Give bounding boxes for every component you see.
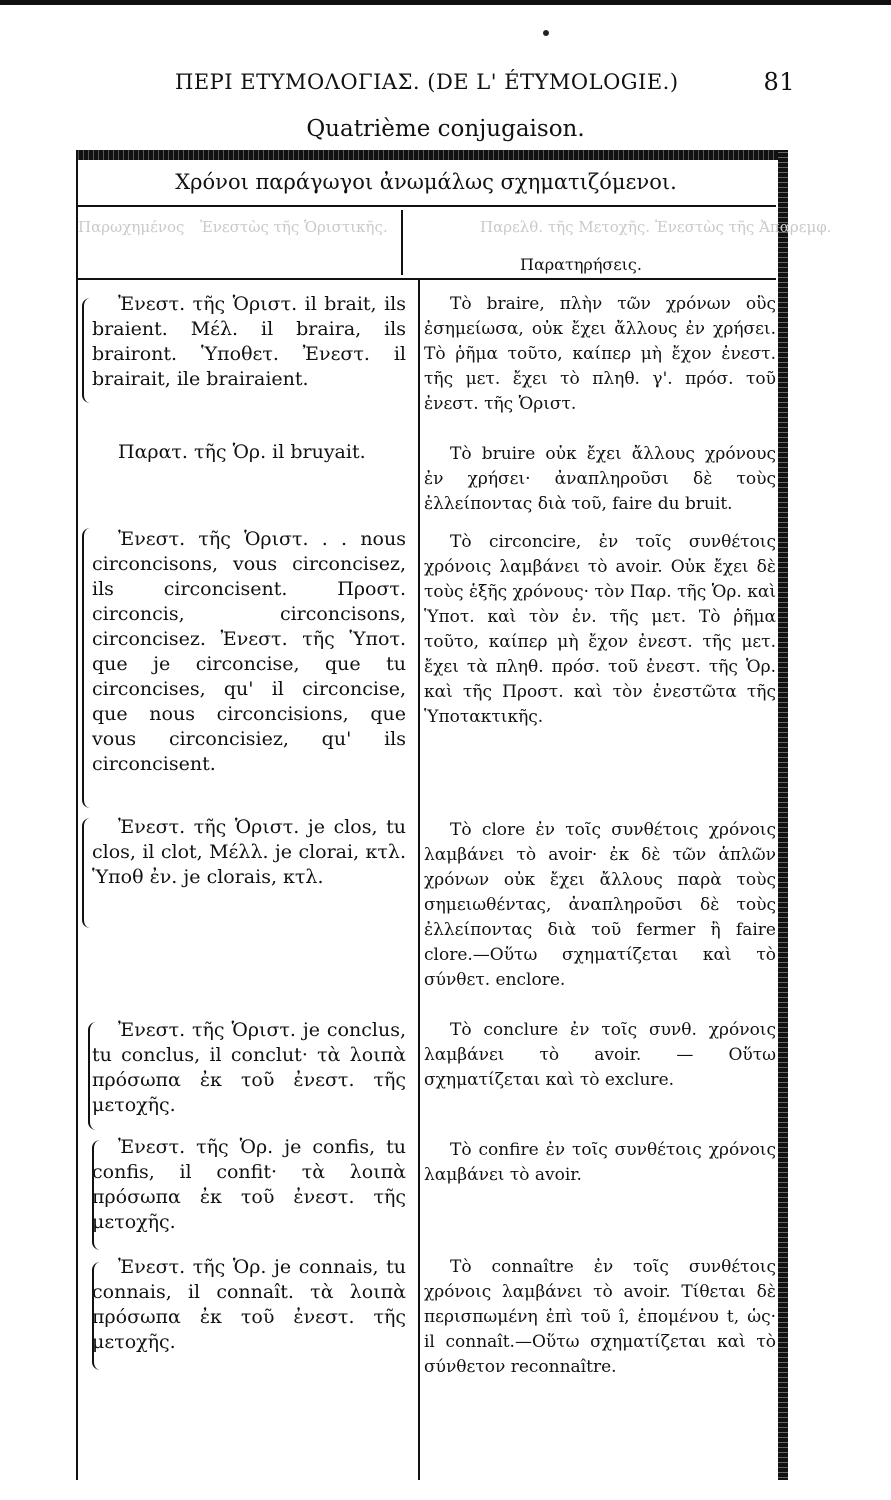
row-4-remark: Τὸ clore ἐν τοῖς συνθέτοις χρόνοις λαμβάνει τὸ avoir· ἐκ δὲ τῶν ἁπλῶν χρόνων οὐκ ἔχει ἄλλους παρὰ τοὺς σημειωθέντας, ἀναπληροῦσι δὲ τοὺς ἐλλείποντας διὰ τοῦ fermer ἢ faire clore.—Οὕτω σχηματίζεται καὶ τὸ σύνθετ. enclore. (424, 820, 776, 990)
row-3-forms: Ἐνεστ. τῆς Ὁριστ. . . nous circoncisons, vous circoncisez, ils circoncisent. Προστ. circoncis, circoncisons, circoncisez. Ἐνεστ. τῆς Ὑποτ. que je circoncise, que tu circoncises, qu' il circoncise, que nous circoncisions, que vous circoncisiez, qu' ils circoncisent. (92, 528, 406, 775)
row-left-cell (92, 440, 406, 465)
ghost-header: Παρελθ. τῆς Μετοχῆς. (480, 218, 651, 236)
header-underline (76, 278, 776, 280)
table-title: Χρόνοι παράγωγοι ἀνωμάλως σχηματιζόμενοι. (175, 170, 677, 194)
row-right-cell (424, 1018, 776, 1093)
row-7-remark: Τὸ connaître ἐν τοῖς συνθέτοις χρόνοις λαμβάνει τὸ avoir. Τίθεται δὲ περισπωμένη ἐπὶ τοῦ î, ἑπομένου t, ὡς· il connaît.—Οὕτω σχηματίζεται καὶ τὸ σύνθετον reconnaître. (424, 1257, 776, 1377)
row-5-forms: Ἐνεστ. τῆς Ὁριστ. je conclus, tu conclus, il conclut· τὰ λοιπὰ πρόσωπα ἐκ τοῦ ἐνεστ. τῆς μετοχῆς. (92, 1019, 406, 1116)
row-left-cell (92, 1255, 406, 1355)
running-head (175, 70, 795, 100)
ghost-header: Παρωχημένος (78, 218, 185, 236)
row-left-cell (92, 527, 406, 777)
row-1-forms: Ἐνεστ. τῆς Ὁριστ. il brait, ils braient. Μέλ. il braira, ils brairont. Ὑποθετ. Ἐνεστ. il brairait, ile brairaient. (92, 293, 406, 390)
row-right-cell (424, 442, 776, 517)
left-rule (76, 160, 78, 1480)
row-left-cell (92, 1135, 406, 1235)
page-top-edge (0, 0, 891, 5)
ghost-header: Ἐνεστὼς τῆς Ὁριστικῆς. (200, 218, 388, 236)
row-2-forms: Παρατ. τῆς Ὁρ. il bruyait. (118, 441, 366, 463)
row-left-cell (92, 1018, 406, 1118)
row-brace (82, 818, 92, 928)
row-right-cell (424, 1138, 776, 1188)
row-brace (82, 528, 92, 808)
header-divider (401, 210, 403, 275)
title-underline (76, 205, 776, 207)
row-1-remark: Τὸ braire, πλὴν τῶν χρόνων οὓς ἐσημείωσα, οὐκ ἔχει ἄλλους ἐν χρήσει. Τὸ ῥῆμα τοῦτο, καίπερ μὴ ἔχον ἐνεστ. τῆς μετ. ἔχει τὸ πληθ. γ'. πρόσ. τοῦ ἐνεστ. τῆς Ὁριστ. (424, 294, 776, 414)
row-right-cell (424, 530, 776, 730)
row-left-cell (92, 292, 406, 392)
section-title: Quatrième conjugaison. (306, 116, 585, 142)
column-divider (418, 280, 420, 1480)
row-6-forms: Ἐνεστ. τῆς Ὁρ. je confis, tu confis, il confit· τὰ λοιπὰ πρόσωπα ἐκ τοῦ ἐνεστ. τῆς μετοχῆς. (92, 1136, 406, 1233)
row-left-cell (92, 815, 406, 890)
top-rule (76, 150, 788, 160)
row-6-remark: Τὸ confire ἐν τοῖς συνθέτοις χρόνοις λαμβάνει τὸ avoir. (424, 1140, 776, 1185)
row-right-cell (424, 1255, 776, 1380)
row-right-cell (424, 818, 776, 993)
running-title: ΠΕΡΙ ΕΤΥΜΟΛΟΓΙΑΣ. (DE L' ÉTYMOLOGIE.) (175, 70, 679, 94)
page-number: 81 (763, 68, 795, 96)
ink-dot (543, 30, 549, 36)
row-5-remark: Τὸ conclure ἐν τοῖς συνθ. χρόνοις λαμβάνει τὸ avoir. — Οὕτω σχηματίζεται καὶ τὸ exclure. (424, 1020, 776, 1090)
row-4-forms: Ἐνεστ. τῆς Ὁριστ. je clos, tu clos, il clot, Μέλλ. je clorai, κτλ. Ὑποθ ἐν. je clorais, κτλ. (92, 816, 406, 888)
row-3-remark: Τὸ circoncire, ἐν τοῖς συνθέτοις χρόνοις λαμβάνει τὸ avoir. Οὐκ ἔχει δὲ τοὺς ἑξῆς χρόνους· τὸν Παρ. τῆς Ὁρ. καὶ Ὑποτ. καὶ τὸν ἐν. τῆς μετ. Τὸ ῥῆμα τοῦτο, καίπερ μὴ ἔχον ἐνεστ. τῆς μετ. ἔχει τὰ πληθ. πρόσ. τοῦ ἐνεστ. τῆς Ὁρ. καὶ τῆς Προστ. καὶ τὸν ἐνεστῶτα τῆς Ὑποτακτικῆς. (424, 532, 776, 727)
row-2-remark: Τὸ bruire οὐκ ἔχει ἄλλους χρόνους ἐν χρήσει· ἀναπληροῦσι δὲ τοὺς ἐλλείποντας διὰ τοῦ, faire du bruit. (424, 444, 776, 514)
right-rule (778, 150, 788, 1480)
row-7-forms: Ἐνεστ. τῆς Ὁρ. je connais, tu connais, il connaît. τὰ λοιπὰ πρόσωπα ἐκ τοῦ ἐνεστ. τῆς μετοχῆς. (92, 1256, 406, 1353)
ghost-header: Ἐνεστὼς τῆς Ἀπαρεμφ. (655, 218, 832, 236)
column-header-remarks: Παρατηρήσεις. (520, 255, 642, 274)
row-right-cell (424, 292, 776, 417)
row-brace (82, 298, 92, 403)
